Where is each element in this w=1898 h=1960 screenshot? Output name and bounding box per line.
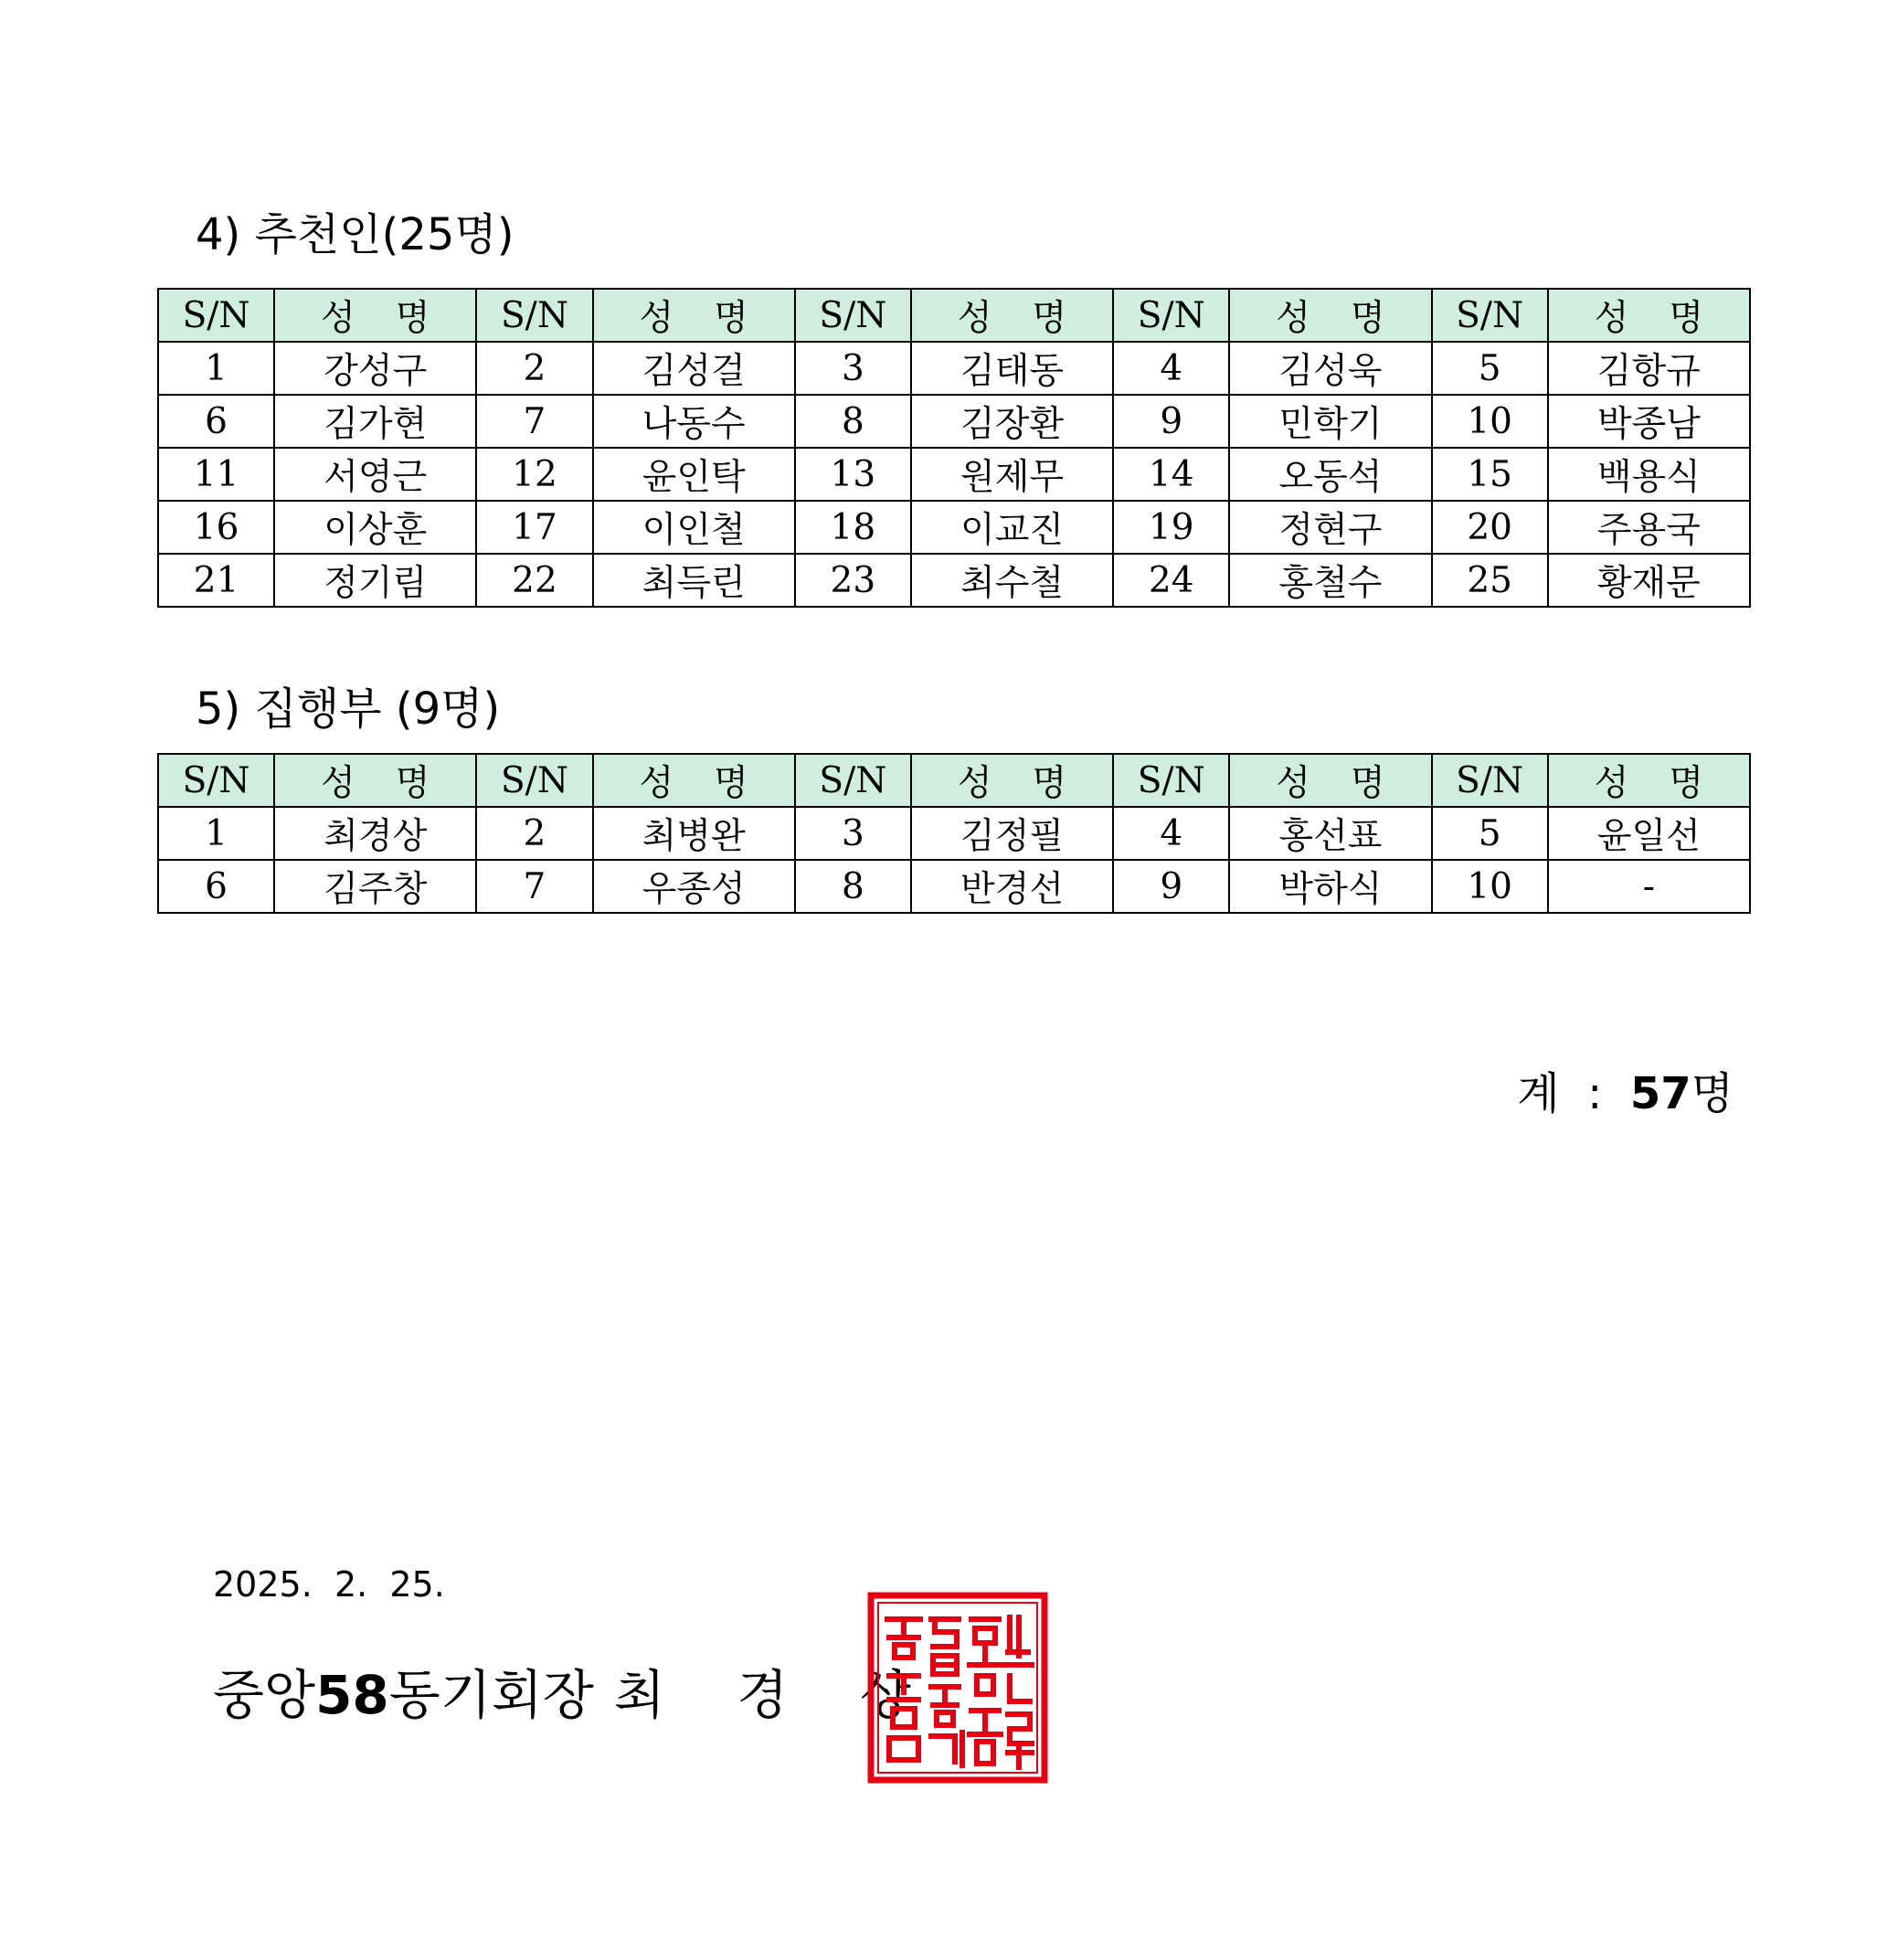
signature-line xyxy=(213,1652,938,1729)
member-name-cell: - xyxy=(1548,860,1750,913)
serial-number-cell: 1 xyxy=(158,807,274,860)
header-name xyxy=(1229,289,1431,342)
header-name xyxy=(274,754,476,807)
document-date: 2025. 2. 25. xyxy=(213,1564,445,1605)
header-sn: S/N xyxy=(476,754,592,807)
header-name xyxy=(1548,289,1750,342)
header-name xyxy=(911,754,1113,807)
table-row xyxy=(158,501,1750,554)
serial-number-cell: 17 xyxy=(476,501,592,554)
serial-number-cell: 4 xyxy=(1113,807,1229,860)
header-name-part: 성 xyxy=(639,298,674,339)
serial-number-cell: 6 xyxy=(158,395,274,448)
header-name-part: 명 xyxy=(1032,298,1067,339)
serial-number-cell: 23 xyxy=(795,554,911,607)
member-name-cell: 정기림 xyxy=(274,554,476,607)
serial-number-cell: 4 xyxy=(1113,342,1229,395)
member-name-cell: 김항규 xyxy=(1548,342,1750,395)
serial-number-cell: 16 xyxy=(158,501,274,554)
member-name-cell: 김성걸 xyxy=(593,342,795,395)
serial-number-cell: 19 xyxy=(1113,501,1229,554)
header-name-part: 명 xyxy=(1032,763,1067,804)
member-name-cell: 백용식 xyxy=(1548,448,1750,501)
serial-number-cell: 5 xyxy=(1432,342,1548,395)
header-name-part: 명 xyxy=(1669,298,1704,339)
member-name-cell: 주용국 xyxy=(1548,501,1750,554)
serial-number-cell: 5 xyxy=(1432,807,1548,860)
member-name-cell: 민학기 xyxy=(1229,395,1431,448)
serial-number-cell: 3 xyxy=(795,342,911,395)
header-name-part: 명 xyxy=(714,763,748,804)
table-row xyxy=(158,807,1750,860)
member-name-cell: 오동석 xyxy=(1229,448,1431,501)
serial-number-cell: 2 xyxy=(476,807,592,860)
table-row xyxy=(158,860,1750,913)
table-body xyxy=(158,342,1750,607)
table-body xyxy=(158,807,1750,913)
member-name-cell: 김주창 xyxy=(274,860,476,913)
member-name-cell: 반경선 xyxy=(911,860,1113,913)
serial-number-cell: 9 xyxy=(1113,860,1229,913)
header-sn: S/N xyxy=(795,754,911,807)
header-name-part: 명 xyxy=(1669,763,1704,804)
serial-number-cell: 15 xyxy=(1432,448,1548,501)
header-name-part: 성 xyxy=(1594,763,1629,804)
total-value: 57 xyxy=(1629,1068,1691,1119)
header-name-part: 성 xyxy=(957,763,992,804)
serial-number-cell: 1 xyxy=(158,342,274,395)
serial-number-cell: 25 xyxy=(1432,554,1548,607)
header-name xyxy=(593,289,795,342)
member-name-cell: 최병완 xyxy=(593,807,795,860)
table-row xyxy=(158,395,1750,448)
member-name-cell: 최수철 xyxy=(911,554,1113,607)
member-name-cell: 이인철 xyxy=(593,501,795,554)
header-sn: S/N xyxy=(1432,754,1548,807)
header-name-part: 성 xyxy=(1276,763,1310,804)
member-name-cell: 강성구 xyxy=(274,342,476,395)
serial-number-cell: 18 xyxy=(795,501,911,554)
member-name-cell: 정현구 xyxy=(1229,501,1431,554)
serial-number-cell: 11 xyxy=(158,448,274,501)
header-name-part: 성 xyxy=(321,298,355,339)
serial-number-cell: 3 xyxy=(795,807,911,860)
member-name-cell: 나동수 xyxy=(593,395,795,448)
header-row xyxy=(158,754,1750,807)
header-name-part: 명 xyxy=(395,298,430,339)
header-sn: S/N xyxy=(795,289,911,342)
header-name xyxy=(593,754,795,807)
member-name-cell: 우종성 xyxy=(593,860,795,913)
serial-number-cell: 24 xyxy=(1113,554,1229,607)
signature-name: 최 경 상 xyxy=(613,1664,938,1726)
table-row xyxy=(158,554,1750,607)
total-count xyxy=(1517,1058,1734,1121)
serial-number-cell: 2 xyxy=(476,342,592,395)
table-executives xyxy=(157,753,1751,914)
member-name-cell: 홍선표 xyxy=(1229,807,1431,860)
table-recommenders xyxy=(157,288,1751,608)
member-name-cell: 김태동 xyxy=(911,342,1113,395)
member-name-cell: 김정필 xyxy=(911,807,1113,860)
serial-number-cell: 14 xyxy=(1113,448,1229,501)
serial-number-cell: 8 xyxy=(795,860,911,913)
header-row xyxy=(158,289,1750,342)
header-sn: S/N xyxy=(476,289,592,342)
table-row xyxy=(158,342,1750,395)
total-unit: 명 xyxy=(1691,1068,1734,1119)
member-name-cell: 서영근 xyxy=(274,448,476,501)
serial-number-cell: 13 xyxy=(795,448,911,501)
member-name-cell: 최경상 xyxy=(274,807,476,860)
serial-number-cell: 22 xyxy=(476,554,592,607)
serial-number-cell: 10 xyxy=(1432,860,1548,913)
header-name-part: 명 xyxy=(1350,298,1385,339)
member-name-cell: 박하식 xyxy=(1229,860,1431,913)
header-name-part: 성 xyxy=(639,763,674,804)
header-name-part: 명 xyxy=(1350,763,1385,804)
header-name-part: 성 xyxy=(1594,298,1629,339)
table-row xyxy=(158,448,1750,501)
member-name-cell: 원제무 xyxy=(911,448,1113,501)
header-name-part: 성 xyxy=(957,298,992,339)
header-name xyxy=(1548,754,1750,807)
header-sn: S/N xyxy=(1113,754,1229,807)
serial-number-cell: 7 xyxy=(476,860,592,913)
member-name-cell: 홍철수 xyxy=(1229,554,1431,607)
header-sn: S/N xyxy=(1113,289,1229,342)
table-header xyxy=(158,754,1750,807)
member-name-cell: 최득린 xyxy=(593,554,795,607)
member-name-cell: 김성욱 xyxy=(1229,342,1431,395)
serial-number-cell: 21 xyxy=(158,554,274,607)
signature-prefix: 중앙 xyxy=(213,1664,316,1726)
signature-org: 동기회장 xyxy=(388,1664,594,1726)
official-seal-stamp xyxy=(867,1592,1048,1784)
header-sn: S/N xyxy=(158,754,274,807)
section-5-title: 5) 집행부 (9명) xyxy=(196,683,501,735)
total-label: 계 : xyxy=(1517,1068,1630,1119)
table-header xyxy=(158,289,1750,342)
member-name-cell: 윤일선 xyxy=(1548,807,1750,860)
serial-number-cell: 10 xyxy=(1432,395,1548,448)
member-name-cell: 이교진 xyxy=(911,501,1113,554)
member-name-cell: 김장환 xyxy=(911,395,1113,448)
serial-number-cell: 7 xyxy=(476,395,592,448)
header-sn: S/N xyxy=(1432,289,1548,342)
serial-number-cell: 12 xyxy=(476,448,592,501)
header-sn: S/N xyxy=(158,289,274,342)
header-name xyxy=(1229,754,1431,807)
serial-number-cell: 20 xyxy=(1432,501,1548,554)
serial-number-cell: 8 xyxy=(795,395,911,448)
signature-number: 58 xyxy=(315,1664,389,1726)
serial-number-cell: 9 xyxy=(1113,395,1229,448)
member-name-cell: 윤인탁 xyxy=(593,448,795,501)
header-name-part: 성 xyxy=(321,763,355,804)
serial-number-cell: 6 xyxy=(158,860,274,913)
member-name-cell: 박종남 xyxy=(1548,395,1750,448)
section-4-title: 4) 추천인(25명) xyxy=(196,209,514,260)
header-name-part: 명 xyxy=(395,763,430,804)
member-name-cell: 김가현 xyxy=(274,395,476,448)
header-name-part: 성 xyxy=(1276,298,1310,339)
header-name-part: 명 xyxy=(714,298,748,339)
header-name xyxy=(911,289,1113,342)
member-name-cell: 황재문 xyxy=(1548,554,1750,607)
header-name xyxy=(274,289,476,342)
member-name-cell: 이상훈 xyxy=(274,501,476,554)
